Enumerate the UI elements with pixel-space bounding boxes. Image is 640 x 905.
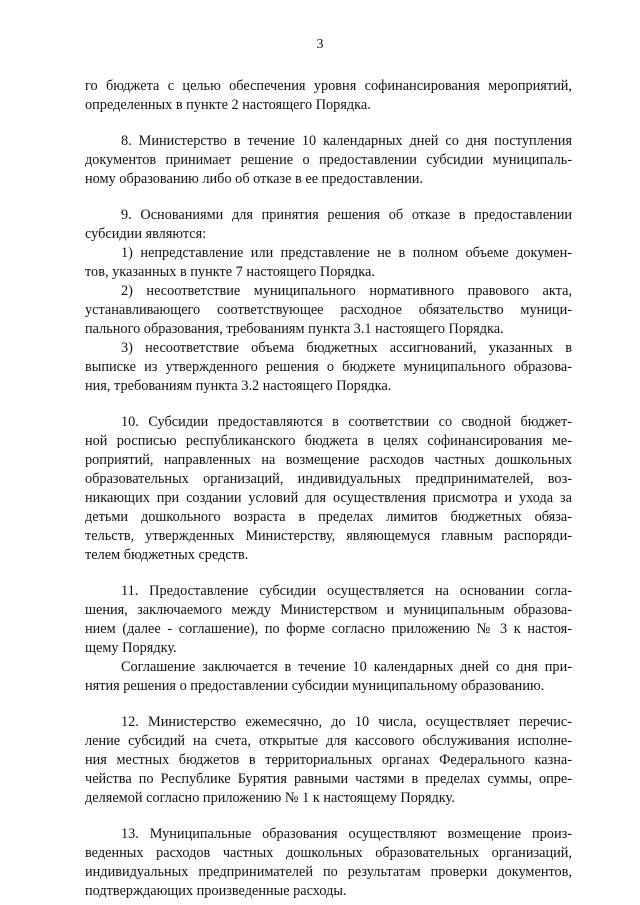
text-line: документов принимает решение о предоставлении субсидии муниципаль- <box>85 152 572 168</box>
text-line: тов, указанных в пункте 7 настоящего Порядка. <box>85 264 375 280</box>
text-line: роприятий, направленных на возмещение расходов частных дошкольных <box>85 452 572 468</box>
text-line: 2) несоответствие муниципального нормативного правового акта, <box>121 283 572 299</box>
paragraph-continuation <box>85 77 572 115</box>
text-line: го бюджета с целью обеспечения уровня софинансирования мероприятий, <box>85 78 572 94</box>
paragraph-item-10 <box>85 413 572 565</box>
text-line: 11. Предоставление субсидии осуществляется на основании согла- <box>121 583 572 599</box>
text-line: нием (далее - соглашение), по форме согласно приложению № 3 к настоя- <box>85 621 572 637</box>
text-line: пального образования, требованиям пункта 3.1 настоящего Порядка. <box>85 321 504 337</box>
text-line: 12. Министерство ежемесячно, до 10 числа, осуществляет перечис- <box>121 714 572 730</box>
paragraph-item-8 <box>85 132 572 189</box>
text-line: 3) несоответствие объема бюджетных ассигнований, указанных в <box>121 340 572 356</box>
paragraph-item-12 <box>85 713 572 808</box>
text-line: чейства по Республике Бурятия равными частями в пределах суммы, опре- <box>85 771 572 787</box>
text-line: шения, заключаемого между Министерством и муниципальным образова- <box>85 602 572 618</box>
text-line: 9. Основаниями для принятия решения об отказе в предоставлении <box>121 207 572 223</box>
page-number: 3 <box>316 37 324 52</box>
text-line: выписке из утвержденного решения о бюджете муниципального образова- <box>85 359 572 375</box>
paragraph-item-9 <box>85 206 572 396</box>
text-line: Соглашение заключается в течение 10 календарных дней со дня при- <box>121 659 572 675</box>
text-line: никающих при создании условий для осуществления присмотра и ухода за <box>85 490 572 506</box>
text-line: образовательных организаций, индивидуальных предпринимателей, воз- <box>85 471 572 487</box>
text-line: телем бюджетных средств. <box>85 547 249 563</box>
text-line: 10. Субсидии предоставляются в соответствии со сводной бюджет- <box>121 414 572 430</box>
text-line: подтверждающих произведенные расходы. <box>85 883 347 899</box>
text-line: нятия решения о предоставлении субсидии муниципальному образованию. <box>85 678 545 694</box>
text-line: 1) непредставление или представление не в полном объеме докумен- <box>121 245 572 261</box>
paragraph-item-11 <box>85 582 572 696</box>
text-line: детьми дошкольного возраста в пределах лимитов бюджетных обяза- <box>85 509 572 525</box>
paragraph-item-13 <box>85 825 572 901</box>
document-body <box>85 77 572 901</box>
text-line: деляемой согласно приложению № 1 к настоящему Порядку. <box>85 790 455 806</box>
text-line: ния, требованиям пункта 3.2 настоящего Порядка. <box>85 378 392 394</box>
text-line: ния местных бюджетов в территориальных органах Федерального казна- <box>85 752 572 768</box>
text-line: щему Порядку. <box>85 640 177 656</box>
text-line: индивидуальных предпринимателей по результатам проверки документов, <box>85 864 572 880</box>
text-line: тельств, утвержденных Министерству, являющемуся главным распоряди- <box>85 528 572 544</box>
text-line: 8. Министерство в течение 10 календарных дней со дня поступления <box>121 133 572 149</box>
text-line: веденных расходов частных дошкольных образовательных организаций, <box>85 845 572 861</box>
text-line: устанавливающего соответствующее расходное обязательство муници- <box>85 302 572 318</box>
text-line: ному образованию либо об отказе в ее предоставлении. <box>85 171 424 187</box>
text-line: ление субсидий на счета, открытые для кассового обслуживания исполне- <box>85 733 572 749</box>
text-line: определенных в пункте 2 настоящего Порядка. <box>85 97 371 113</box>
text-line: ной росписью республиканского бюджета в целях софинансирования ме- <box>85 433 572 449</box>
text-line: 13. Муниципальные образования осуществляют возмещение произ- <box>121 826 572 842</box>
text-line: субсидии являются: <box>85 226 207 242</box>
